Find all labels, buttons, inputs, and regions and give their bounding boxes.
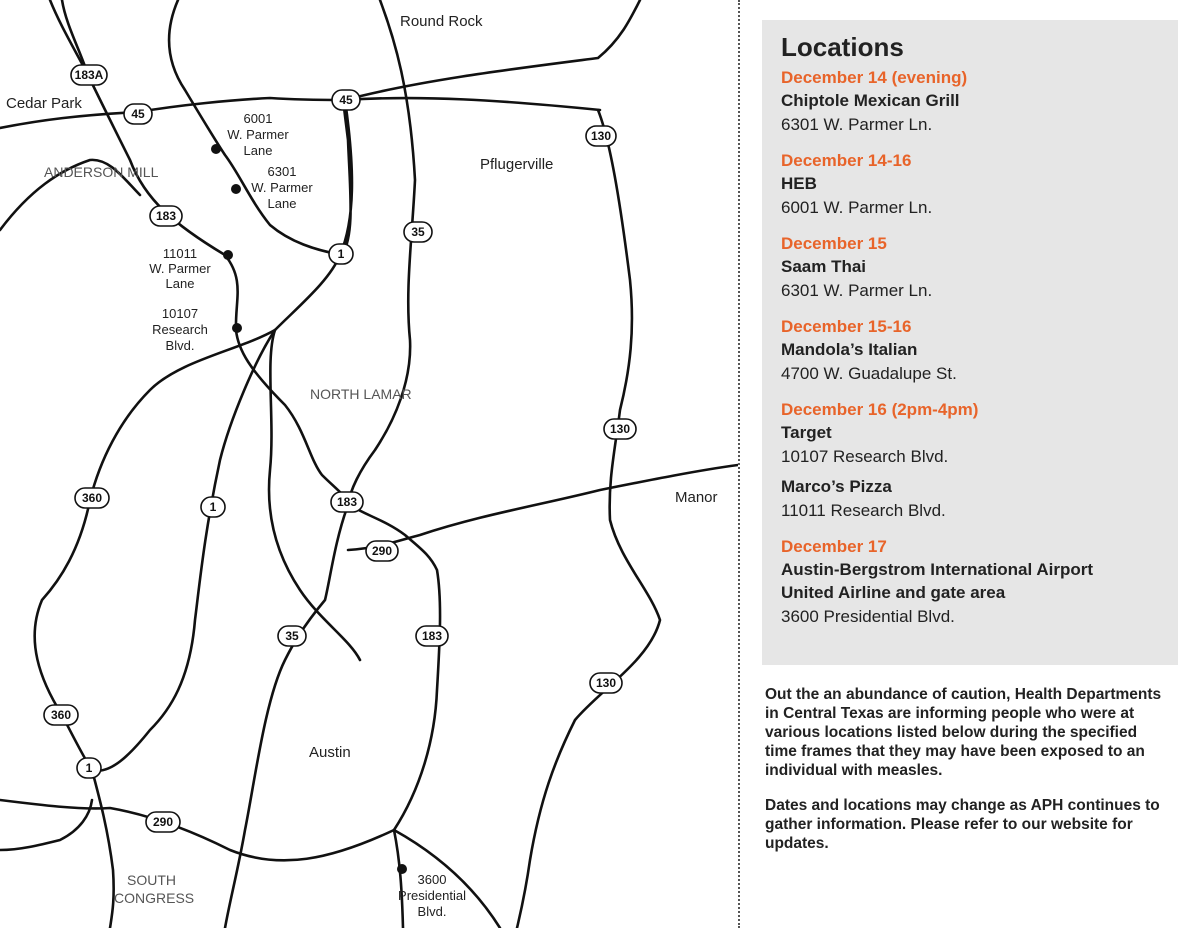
shield-183-south <box>416 626 448 646</box>
svg-text:130: 130 <box>595 676 617 690</box>
shield-1-south <box>77 758 101 778</box>
notes <box>765 685 1165 869</box>
svg-text:360: 360 <box>81 491 103 505</box>
location-entry <box>781 66 1160 137</box>
location-date: December 16 (2pm-4pm) <box>781 400 979 419</box>
map-shields <box>44 65 636 832</box>
venue-address: 6301 W. Parmer Ln. <box>781 115 933 134</box>
marker-label-10107-line1: 10107 <box>161 306 199 321</box>
marker-label-6001-line2: W. Parmer <box>227 127 289 142</box>
svg-text:290: 290 <box>371 544 393 558</box>
venue-name: Mandola’s Italian <box>781 340 918 359</box>
marker-dot-10107 <box>232 323 242 333</box>
shield-35-north <box>404 222 432 242</box>
area-north-lamar: NORTH LAMAR <box>310 386 412 402</box>
location-date: December 15-16 <box>781 317 912 336</box>
venue-address: 6301 W. Parmer Ln. <box>781 281 933 300</box>
road-45-east <box>345 0 640 100</box>
location-entry <box>781 232 1160 303</box>
svg-text:183: 183 <box>155 209 177 223</box>
location-entry <box>781 535 1160 629</box>
area-south-congress-line2: CONGRESS <box>114 890 195 906</box>
venue-name: Chiptole Mexican Grill <box>781 91 960 110</box>
venue-address: 4700 W. Guadalupe St. <box>781 364 957 383</box>
shield-183-north <box>150 206 182 226</box>
city-manor: Manor <box>675 489 718 506</box>
venue-address: 3600 Presidential Blvd. <box>781 607 955 626</box>
venue-address: 10107 Research Blvd. <box>781 447 949 466</box>
marker-dot-6301 <box>231 184 241 194</box>
svg-text:130: 130 <box>609 422 631 436</box>
shield-130-south <box>590 673 622 693</box>
marker-label-3600-line2: Presidential <box>398 888 466 903</box>
svg-text:35: 35 <box>411 225 425 239</box>
area-anderson-mill: ANDERSON MILL <box>44 164 159 180</box>
location-date: December 14-16 <box>781 151 912 170</box>
marker-label-3600-line3: Blvd. <box>417 904 447 919</box>
shield-130-mid <box>604 419 636 439</box>
marker-label-10107-line3: Blvd. <box>165 338 195 353</box>
notes-update-paragraph: Dates and locations may change as APH continues to gather information. Please refer to our website for updates. <box>765 797 1160 852</box>
marker-label-3600-line1: 3600 <box>417 872 447 887</box>
marker-label-6301-line3: Lane <box>267 196 297 211</box>
road-183a-west <box>62 0 88 75</box>
venue-address: 6001 W. Parmer Ln. <box>781 198 933 217</box>
svg-text:360: 360 <box>50 708 72 722</box>
location-date: December 14 (evening) <box>781 68 968 87</box>
svg-text:45: 45 <box>131 107 145 121</box>
marker-label-10107-line2: Research <box>152 322 208 337</box>
marker-dot-6001 <box>211 144 221 154</box>
shield-35-south <box>278 626 306 646</box>
shield-183a <box>71 65 107 85</box>
city-cedar-park: Cedar Park <box>6 95 82 112</box>
locations-panel <box>762 20 1178 665</box>
panel-title: Locations <box>781 32 904 62</box>
area-south-congress-line1: SOUTH <box>127 872 176 888</box>
shield-1-mid <box>201 497 225 517</box>
svg-text:290: 290 <box>152 815 174 829</box>
shield-130-north <box>586 126 616 146</box>
marker-label-6001-line1: 6001 <box>243 111 273 126</box>
shield-290-south <box>146 812 180 832</box>
venue-name: HEB <box>781 174 817 193</box>
venue-name: Austin-Bergstrom International Airport <box>781 560 1093 579</box>
road-misc-1 <box>92 770 114 928</box>
venue-name: Target <box>781 423 832 442</box>
shield-1-north <box>329 244 353 264</box>
venue <box>781 421 1160 469</box>
svg-text:183: 183 <box>421 629 443 643</box>
venue-name: Marco’s Pizza <box>781 477 892 496</box>
shield-183-mid <box>331 492 363 512</box>
svg-text:1: 1 <box>209 500 217 514</box>
marker-dot-11011 <box>223 250 233 260</box>
marker-dot-3600 <box>397 864 407 874</box>
shield-360-south <box>44 705 78 725</box>
road-130 <box>517 110 660 928</box>
marker-label-6001-line3: Lane <box>243 143 273 158</box>
marker-label-6301-line2: W. Parmer <box>251 180 313 195</box>
marker-label-6301-line1: 6301 <box>267 164 297 179</box>
svg-text:183: 183 <box>336 495 358 509</box>
svg-text:45: 45 <box>339 93 353 107</box>
city-austin: Austin <box>309 744 351 761</box>
svg-text:35: 35 <box>285 629 299 643</box>
marker-label-11011-line1: 11011 <box>162 246 198 261</box>
svg-text:1: 1 <box>85 761 93 775</box>
location-date: December 15 <box>781 234 887 253</box>
marker-label-11011-line3: Lane <box>165 276 195 291</box>
city-pflugerville: Pflugerville <box>480 156 554 173</box>
road-360 <box>0 160 275 770</box>
notes-caution-paragraph: Out the an abundance of caution, Health Departments in Central Texas are informing people who were at various locations listed below during the specified time frames that they may have been exposed to an individual with measles. <box>765 686 1162 779</box>
venue-address: 11011 Research Blvd. <box>781 501 946 520</box>
city-round-rock: Round Rock <box>400 13 483 30</box>
shield-45-west <box>124 104 152 124</box>
location-entry <box>781 398 1160 523</box>
shield-290-mid <box>366 541 398 561</box>
svg-text:130: 130 <box>590 129 612 143</box>
marker-label-11011-line2: W. Parmer <box>149 261 211 276</box>
location-entry <box>781 149 1160 220</box>
svg-text:1: 1 <box>337 247 345 261</box>
venue-subname: United Airline and gate area <box>781 583 1006 602</box>
road-misc-2 <box>394 830 403 928</box>
svg-text:183A: 183A <box>74 68 104 82</box>
venue-name: Saam Thai <box>781 257 867 276</box>
dotted-divider <box>738 0 740 928</box>
shield-45-east <box>332 90 360 110</box>
road-45 <box>0 98 600 128</box>
location-entry <box>781 315 1160 386</box>
shield-360-north <box>75 488 109 508</box>
location-date: December 17 <box>781 537 887 556</box>
venue <box>781 475 1160 523</box>
